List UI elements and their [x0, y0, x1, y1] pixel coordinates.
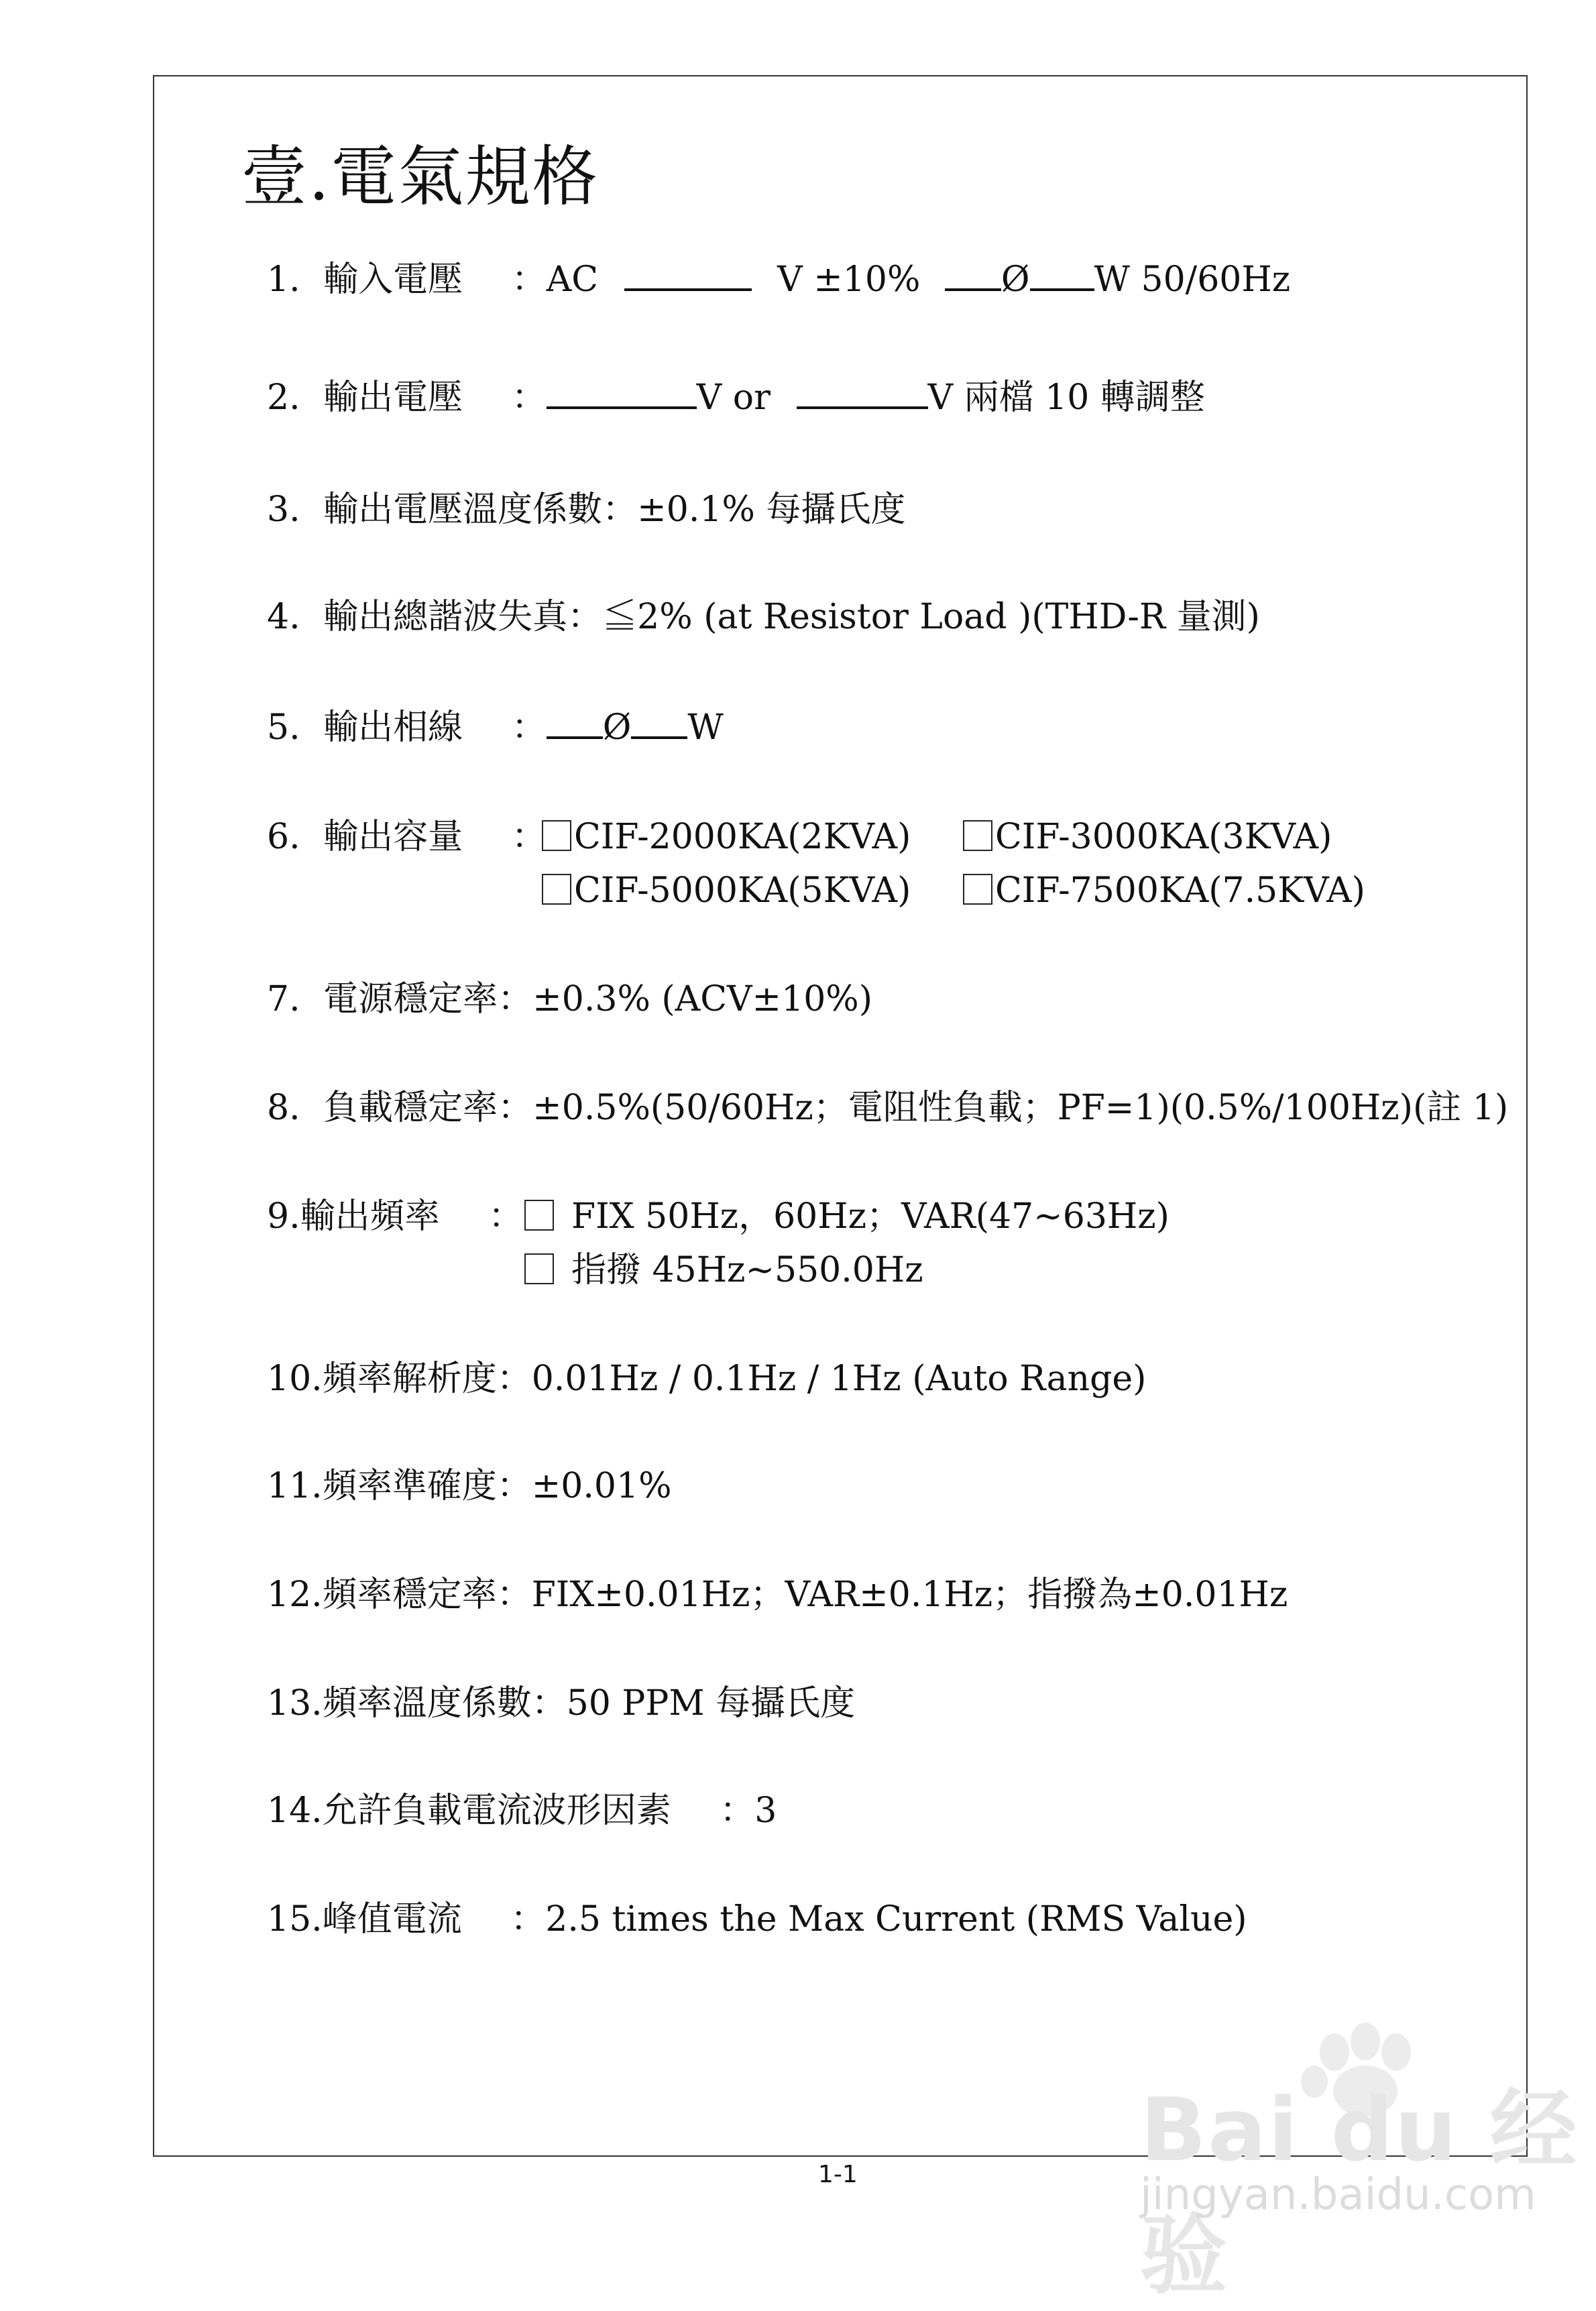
item-value: ±0.5%(50/60Hz；電阻性負載；PF=1)(0.5%/100Hz)(註 1) — [532, 1088, 1509, 1128]
spec-item-4 — [267, 597, 1260, 637]
checkbox-icon[interactable] — [524, 1200, 554, 1231]
blank-line — [631, 707, 687, 739]
item-label: 頻率溫度係數： — [322, 1683, 567, 1724]
item-value: ≦2% (at Resistor Load )(THD-R 量測) — [602, 597, 1260, 637]
option-label: CIF-2000KA(2KVA) — [574, 817, 911, 857]
item-colon: ： — [510, 1899, 546, 1939]
item-number: 4. — [267, 597, 300, 637]
item-text: V 兩檔 10 轉調整 — [927, 378, 1205, 418]
capacity-option-2kva[interactable] — [542, 817, 911, 857]
option-label: CIF-7500KA(7.5KVA) — [995, 870, 1365, 911]
item-value: 3 — [754, 1791, 777, 1831]
spec-item-2 — [267, 377, 1205, 418]
blank-line — [624, 259, 752, 291]
page-number: 1-1 — [818, 2161, 858, 2188]
frequency-option-fix-var[interactable] — [524, 1196, 1170, 1237]
blank-line — [797, 377, 928, 409]
item-value: ±0.01% — [531, 1466, 672, 1506]
item-value: FIX±0.01Hz；VAR±0.1Hz；指撥為±0.01Hz — [531, 1575, 1288, 1615]
spec-item-8 — [267, 1088, 1509, 1128]
checkbox-icon[interactable] — [542, 874, 571, 905]
checkbox-icon[interactable] — [963, 874, 992, 905]
item-text: AC — [546, 260, 599, 300]
item-label: 輸出總諧波失真： — [323, 597, 603, 637]
checkbox-icon[interactable] — [524, 1253, 554, 1284]
item-colon: ： — [488, 1196, 524, 1237]
page-title: 壹.電氣規格 — [241, 139, 600, 215]
watermark-logo: Bai du 经验 — [1140, 2079, 1579, 2306]
spec-item-10 — [267, 1359, 1147, 1399]
option-label: CIF-5000KA(5KVA) — [574, 870, 911, 911]
item-number: 3. — [267, 490, 300, 530]
item-text: V ±10% — [777, 260, 921, 300]
item-label: 輸出電壓 — [323, 378, 463, 418]
item-number: 11. — [267, 1466, 323, 1506]
item-colon: ： — [511, 708, 547, 748]
blank-line — [547, 707, 603, 739]
item-label: 峰值電流 — [322, 1899, 462, 1939]
item-value: 2.5 times the Max Current (RMS Value) — [545, 1899, 1247, 1939]
spec-item-6 — [267, 817, 547, 857]
item-label: 輸出容量 — [323, 817, 463, 857]
spec-item-15 — [267, 1899, 1247, 1939]
item-text: Ø — [602, 708, 632, 748]
item-number: 7. — [267, 979, 300, 1019]
spec-item-5 — [267, 707, 724, 748]
item-number: 8. — [267, 1088, 300, 1128]
item-number: 2. — [267, 378, 300, 418]
item-number: 12. — [267, 1575, 323, 1615]
spec-item-7 — [267, 979, 872, 1019]
option-label: 指撥 45Hz~550.0Hz — [571, 1250, 923, 1290]
item-label: 輸入電壓 — [323, 260, 463, 300]
blank-line — [945, 259, 1001, 291]
item-value: ±0.1% 每攝氏度 — [637, 490, 906, 530]
item-label: 輸出頻率 — [300, 1196, 440, 1237]
item-number: 1. — [267, 260, 300, 300]
item-colon: ： — [511, 378, 547, 418]
item-number: 10. — [267, 1359, 323, 1399]
spec-item-1 — [267, 259, 1291, 300]
watermark-url: jingyan.baidu.com — [1140, 2170, 1536, 2220]
option-label: FIX 50Hz，60Hz；VAR(47~63Hz) — [571, 1196, 1170, 1237]
capacity-option-7-5kva[interactable] — [963, 870, 1365, 911]
item-number: 9. — [267, 1196, 300, 1237]
spec-item-13 — [267, 1683, 856, 1724]
item-text: W — [687, 708, 724, 748]
spec-item-14 — [267, 1791, 777, 1831]
item-value: 50 PPM 每攝氏度 — [566, 1683, 856, 1724]
capacity-option-5kva[interactable] — [542, 870, 911, 911]
checkbox-icon[interactable] — [542, 820, 571, 851]
item-text: W 50/60Hz — [1094, 260, 1291, 300]
item-label: 頻率準確度： — [322, 1466, 532, 1506]
blank-line — [547, 377, 697, 409]
item-label: 負載穩定率： — [323, 1088, 533, 1128]
item-number: 6. — [267, 817, 300, 857]
spec-item-3 — [267, 490, 906, 530]
item-value: 0.01Hz / 0.1Hz / 1Hz (Auto Range) — [531, 1359, 1147, 1399]
item-number: 15. — [267, 1899, 323, 1939]
option-label: CIF-3000KA(3KVA) — [995, 817, 1332, 857]
item-label: 頻率穩定率： — [322, 1575, 532, 1615]
item-colon: ： — [511, 260, 547, 300]
capacity-option-3kva[interactable] — [963, 817, 1332, 857]
item-number: 14. — [267, 1791, 323, 1831]
item-label: 電源穩定率： — [323, 979, 533, 1019]
spec-item-11 — [267, 1466, 672, 1506]
frequency-option-dip-switch[interactable] — [524, 1250, 923, 1290]
item-label: 允許負載電流波形因素 — [322, 1791, 671, 1831]
item-number: 5. — [267, 708, 300, 748]
item-colon: ： — [511, 817, 547, 857]
item-text: Ø — [1001, 260, 1030, 300]
item-label: 輸出電壓溫度係數： — [323, 490, 638, 530]
item-label: 頻率解析度： — [322, 1359, 532, 1399]
spec-item-9 — [267, 1196, 524, 1237]
blank-line — [1030, 259, 1094, 291]
item-text: V or — [696, 378, 771, 418]
item-number: 13. — [267, 1683, 323, 1724]
item-value: ±0.3% (ACV±10%) — [532, 979, 872, 1019]
checkbox-icon[interactable] — [963, 820, 992, 851]
spec-item-12 — [267, 1575, 1288, 1615]
item-label: 輸出相線 — [323, 708, 463, 748]
item-colon: ： — [720, 1791, 755, 1831]
